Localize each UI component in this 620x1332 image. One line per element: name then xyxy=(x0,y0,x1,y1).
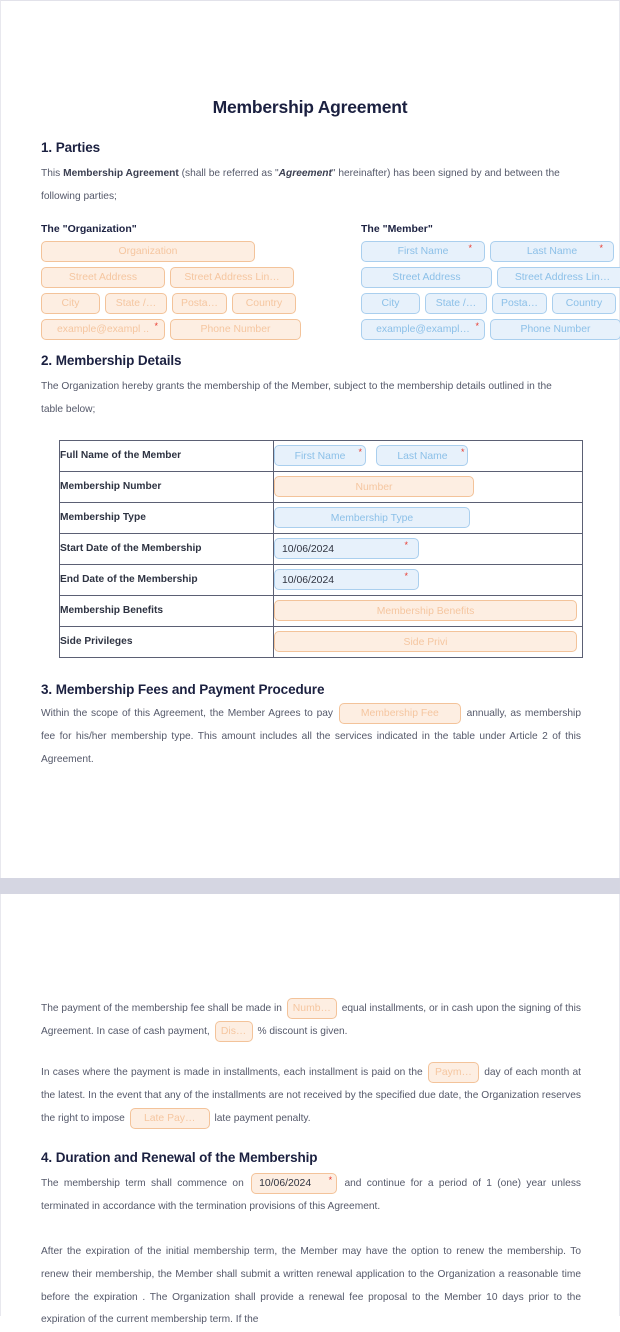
parties-intro-text-c: " hereinafter) has been signed by and between the following parties; xyxy=(41,168,560,202)
table-start-date-input[interactable] xyxy=(274,538,419,559)
member-name-row xyxy=(361,241,620,262)
member-postal-input[interactable]: Posta… xyxy=(492,293,547,314)
required-icon: * xyxy=(460,447,465,458)
organization-email-input[interactable] xyxy=(41,319,165,340)
member-city-input[interactable]: City xyxy=(361,293,420,314)
member-email-value: example@exampl… xyxy=(376,323,470,335)
commencement-date-value: 10/06/2024 xyxy=(259,1177,312,1189)
parties-intro-text-b: (shall be referred as " xyxy=(178,168,279,179)
table-value-membership-type xyxy=(274,502,583,533)
table-label-side-privileges: Side Privileges xyxy=(60,626,274,657)
membership-details-intro: The Organization hereby grants the membership of the Member, subject to the membership details outlined in the table below; xyxy=(41,380,552,415)
installment-number-input[interactable]: Numb… xyxy=(287,998,337,1019)
payment-day-input[interactable]: Paym… xyxy=(428,1062,479,1083)
parties-intro-text-a: This xyxy=(41,168,64,179)
table-last-name-value: Last Name xyxy=(397,451,448,463)
required-icon: * xyxy=(154,320,158,331)
table-label-membership-number: Membership Number xyxy=(60,471,274,502)
organization-label: The "Organization" xyxy=(41,222,137,235)
member-locality-row xyxy=(361,293,620,314)
fees-paragraph-3-text-b: day of each month at the latest. In the event that any of the installments are not received by the specified due date, the Organization reserves the right to impose xyxy=(41,1067,581,1125)
required-icon: * xyxy=(599,242,603,253)
table-last-name-input[interactable] xyxy=(376,445,468,466)
table-row xyxy=(60,471,583,502)
table-membership-benefits-input[interactable]: Membership Benefits xyxy=(274,600,577,621)
member-state-input[interactable]: State /… xyxy=(425,293,487,314)
required-icon: * xyxy=(328,1174,333,1185)
fees-paragraph-1-text-a: Within the scope of this Agreement, the Member Agrees to pay xyxy=(41,708,334,719)
fees-paragraph-2-text-a: The payment of the membership fee shall be made in xyxy=(41,1003,282,1015)
organization-state-input[interactable]: State /… xyxy=(105,293,167,314)
organization-party-block xyxy=(41,223,301,345)
fees-paragraph-3-text-a: In cases where the payment is made in installments, each installment is paid on the xyxy=(41,1067,423,1079)
member-last-name-value: Last Name xyxy=(526,245,578,257)
organization-street-row xyxy=(41,267,301,288)
section-heading-duration: 4. Duration and Renewal of the Membership xyxy=(41,1149,318,1165)
member-last-name-input[interactable] xyxy=(490,241,614,262)
required-icon: * xyxy=(358,447,362,458)
table-row xyxy=(60,564,583,595)
table-first-name-value: First Name xyxy=(294,451,346,463)
discount-input[interactable]: Dis… xyxy=(215,1021,253,1042)
table-row xyxy=(60,440,583,471)
fees-paragraph-1 xyxy=(41,703,581,772)
member-label: The "Member" xyxy=(361,222,433,235)
organization-name-row xyxy=(41,241,301,262)
table-row xyxy=(60,626,583,657)
late-payment-penalty-input[interactable]: Late Pay… xyxy=(130,1108,210,1129)
table-value-membership-benefits xyxy=(274,595,583,626)
required-icon: * xyxy=(468,242,472,253)
table-value-membership-number xyxy=(274,471,583,502)
organization-email-value: example@exampl .. xyxy=(57,323,149,335)
fees-paragraph-3-text-c: late payment penalty. xyxy=(214,1113,311,1125)
table-start-date-value: 10/06/2024 xyxy=(282,544,335,556)
table-label-membership-type: Membership Type xyxy=(60,502,274,533)
table-label-start-date: Start Date of the Membership xyxy=(60,533,274,564)
organization-postal-input[interactable]: Posta… xyxy=(172,293,227,314)
organization-street-address-input[interactable]: Street Address xyxy=(41,267,165,288)
table-value-start-date xyxy=(274,533,583,564)
member-street-row xyxy=(361,267,620,288)
fees-paragraph-1-text-b: annually, as membership fee for his/her membership type. This amount includes all the services indicated in the table under Article 2 of this Agreement. xyxy=(41,708,581,765)
organization-city-input[interactable]: City xyxy=(41,293,100,314)
member-contact-row xyxy=(361,319,620,340)
parties-intro-paragraph xyxy=(41,163,566,209)
fees-paragraph-3 xyxy=(41,1062,581,1131)
table-row xyxy=(60,533,583,564)
member-street-address-line2-input[interactable]: Street Address Lin… xyxy=(497,267,620,288)
table-label-full-name: Full Name of the Member xyxy=(60,440,274,471)
table-side-privileges-input[interactable]: Side Privi xyxy=(274,631,577,652)
table-membership-number-input[interactable]: Number xyxy=(274,476,474,497)
section-heading-fees: 3. Membership Fees and Payment Procedure xyxy=(41,681,325,697)
table-value-side-privileges xyxy=(274,626,583,657)
page-break-divider xyxy=(0,878,620,894)
duration-paragraph-1 xyxy=(41,1173,581,1219)
table-value-full-name xyxy=(274,440,583,471)
member-first-name-input[interactable] xyxy=(361,241,485,262)
parties-columns xyxy=(41,222,611,345)
table-row xyxy=(60,595,583,626)
member-street-address-input[interactable]: Street Address xyxy=(361,267,492,288)
table-membership-type-input[interactable]: Membership Type xyxy=(274,507,470,528)
required-icon: * xyxy=(475,320,479,331)
duration-paragraph-2: After the expiration of the initial membership term, the Member may have the option to renew the membership. To renew their membership, the Member shall submit a written renewal application to the Organization a reasonable time before the expiration . The Organization shall provide a renewal fee proposal to the Member 10 days prior to the expiration of the current membership term. If the xyxy=(41,1245,581,1326)
parties-intro-emphasis: Agreement xyxy=(278,168,332,179)
membership-details-table xyxy=(59,440,583,658)
page-2-top-spacer xyxy=(41,894,579,998)
organization-locality-row xyxy=(41,293,301,314)
table-value-end-date xyxy=(274,564,583,595)
parties-intro-bold: Membership Agreement xyxy=(63,168,179,179)
table-end-date-value: 10/06/2024 xyxy=(282,575,335,587)
organization-contact-row xyxy=(41,319,301,340)
section-heading-membership-details: 2. Membership Details xyxy=(41,352,182,368)
organization-phone-input[interactable]: Phone Number xyxy=(170,319,301,340)
fees-paragraph-2 xyxy=(41,998,581,1044)
member-first-name-value: First Name xyxy=(397,245,449,257)
table-end-date-input[interactable] xyxy=(274,569,419,590)
duration-paragraph-1-text-b: and continue for a period of 1 (one) year unless terminated in accordance with the termination provisions of this Agreement. xyxy=(41,1177,582,1212)
member-country-input[interactable]: Country xyxy=(552,293,616,314)
commencement-date-input[interactable] xyxy=(251,1173,337,1194)
table-row xyxy=(60,502,583,533)
duration-paragraph-1-text-a: The membership term shall commence on xyxy=(41,1177,244,1189)
page-title: Membership Agreement xyxy=(212,97,408,117)
section-heading-parties: 1. Parties xyxy=(41,140,101,155)
member-phone-input[interactable]: Phone Number xyxy=(490,319,620,340)
table-first-name-input[interactable] xyxy=(274,445,366,466)
required-icon: * xyxy=(404,571,408,582)
fees-paragraph-2-text-b: equal installments, or in cash upon the signing of this Agreement. In case of cash payment, xyxy=(41,1003,581,1038)
member-party-block xyxy=(361,223,620,345)
document-page-2 xyxy=(0,894,620,1326)
membership-fee-input[interactable]: Membership Fee xyxy=(339,703,461,724)
required-icon: * xyxy=(404,540,408,551)
organization-name-input[interactable]: Organization xyxy=(41,241,255,262)
organization-country-input[interactable]: Country xyxy=(232,293,296,314)
member-email-input[interactable] xyxy=(361,319,485,340)
fees-paragraph-2-text-c: % discount is given. xyxy=(257,1026,348,1038)
table-label-end-date: End Date of the Membership xyxy=(60,564,274,595)
organization-street-address-line2-input[interactable]: Street Address Lin… xyxy=(170,267,294,288)
table-label-membership-benefits: Membership Benefits xyxy=(60,595,274,626)
